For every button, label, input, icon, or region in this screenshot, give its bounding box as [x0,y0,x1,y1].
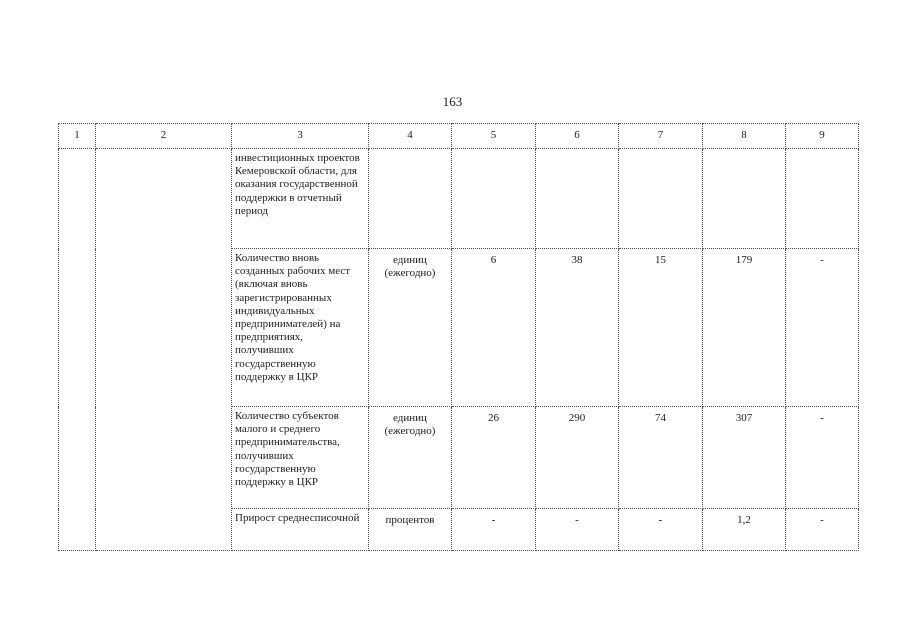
value-cell: 74 [619,407,703,509]
column-header: 4 [369,124,452,149]
table-row [59,149,859,249]
column-header: 9 [786,124,859,149]
indicator-cell: Количество вновь созданных рабочих мест (включая вновь зарегистрированных индивидуальных предпринимателей) на предприятиях, получивших государственную поддержку в ЦКР [232,249,369,407]
value-cell: - [786,407,859,509]
value-cell: 26 [452,407,536,509]
column-header: 1 [59,124,96,149]
column-header: 5 [452,124,536,149]
value-cell: 1,2 [703,509,786,551]
indicator-cell: Количество субъектов малого и среднего предпринимательства, получивших государственную поддержку в ЦКР [232,407,369,509]
table-header-row [59,124,859,149]
indicator-cell: инвестиционных проектов Кемеровской области, для оказания государственной поддержки в отчетный период [232,149,369,249]
value-cell: 179 [703,249,786,407]
indicator-cell: Прирост среднесписочной [232,509,369,551]
value-cell [786,149,859,249]
column-1-cell [59,149,96,551]
column-header: 6 [536,124,619,149]
column-2-cell [96,149,232,551]
value-cell: - [536,509,619,551]
value-cell: 290 [536,407,619,509]
value-cell: 307 [703,407,786,509]
indicators-table [58,123,859,551]
column-header: 8 [703,124,786,149]
value-cell [536,149,619,249]
value-cell: - [786,509,859,551]
column-header: 3 [232,124,369,149]
value-cell: - [786,249,859,407]
unit-cell: единиц (ежегодно) [369,407,452,509]
value-cell [619,149,703,249]
value-cell: - [619,509,703,551]
column-header: 7 [619,124,703,149]
unit-cell: единиц (ежегодно) [369,249,452,407]
value-cell: 38 [536,249,619,407]
value-cell: - [452,509,536,551]
value-cell: 6 [452,249,536,407]
unit-cell: процентов [369,509,452,551]
value-cell [703,149,786,249]
unit-cell [369,149,452,249]
page-number: 163 [442,94,463,109]
value-cell [452,149,536,249]
value-cell: 15 [619,249,703,407]
column-header: 2 [96,124,232,149]
